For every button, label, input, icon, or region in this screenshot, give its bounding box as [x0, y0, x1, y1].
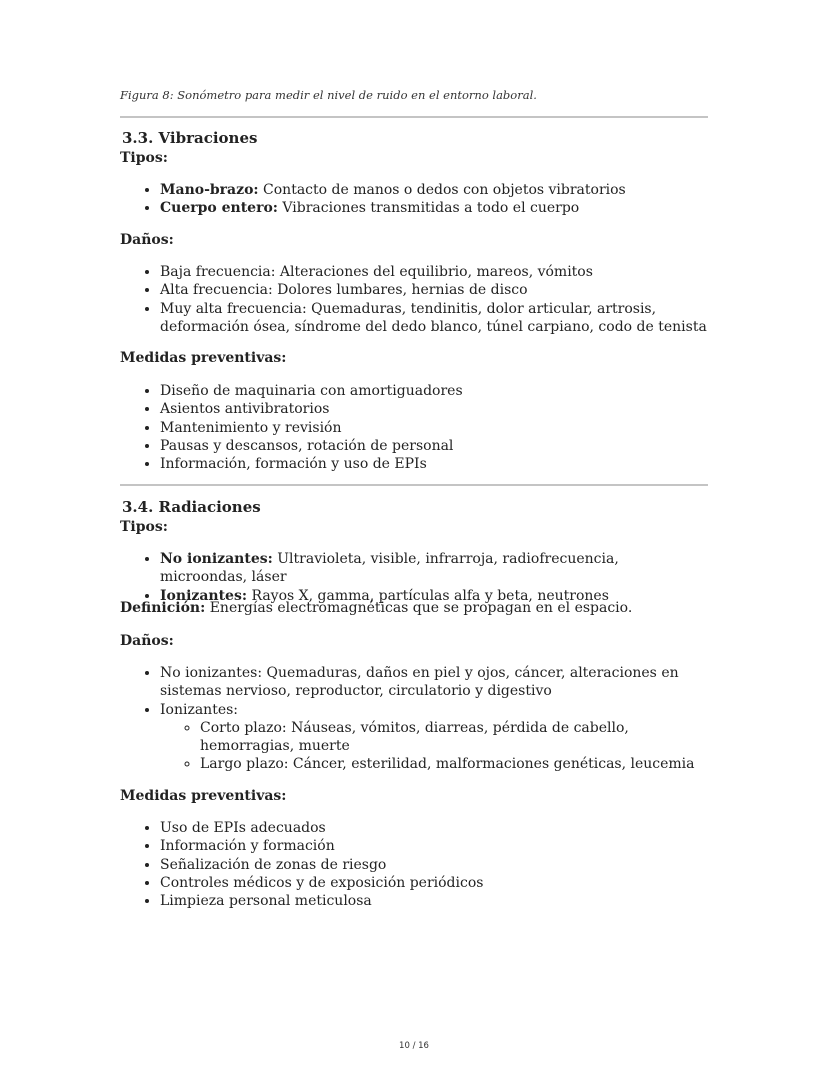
section-heading-radiaciones: 3.4. Radiaciones: [122, 498, 261, 516]
list-item: • No ionizantes: Quemaduras, daños en piel y ojos, cáncer, alteraciones en sistemas nervioso, reproductor, circulatorio y digestivo: [160, 664, 708, 701]
list-item: • Limpieza personal meticulosa: [160, 892, 708, 910]
list-item: • Diseño de maquinaria con amortiguadores: [160, 382, 708, 400]
list-item: ◦ Corto plazo: Náuseas, vómitos, diarreas, pérdida de cabello, hemorragias, muerte: [200, 719, 708, 756]
list-item: • Mano-brazo: Contacto de manos o dedos con objetos vibratorios: [160, 181, 708, 199]
medidas-label: Medidas preventivas:: [120, 350, 287, 366]
medidas-list: [120, 382, 708, 473]
list-item: • Cuerpo entero: Vibraciones transmitidas a todo el cuerpo: [160, 199, 708, 217]
list-item: • Señalización de zonas de riesgo: [160, 856, 708, 874]
list-item: • Asientos antivibratorios: [160, 400, 708, 418]
list-item: • Ionizantes: Rayos X, gamma, partículas alfa y beta, neutrones: [160, 587, 708, 605]
list-item: ◦ Largo plazo: Cáncer, esterilidad, malformaciones genéticas, leucemia: [200, 755, 708, 773]
section-heading-vibraciones: 3.3. Vibraciones: [122, 129, 258, 147]
tipos-label: Tipos:: [120, 519, 168, 535]
figure-caption: Figura 8: Sonómetro para medir el nivel de ruido en el entorno laboral.: [120, 88, 537, 102]
danos-label: Daños:: [120, 232, 174, 248]
list-item: • No ionizantes: Ultravioleta, visible, infrarroja, radiofrecuencia, microondas, láser: [160, 550, 708, 587]
sub-list: [160, 719, 708, 774]
medidas-label: Medidas preventivas:: [120, 788, 287, 804]
section-divider: [120, 116, 708, 118]
danos-label: Daños:: [120, 633, 174, 649]
list-item: • Mantenimiento y revisión: [160, 419, 708, 437]
tipos-list: [120, 550, 708, 605]
list-item: • Pausas y descansos, rotación de personal: [160, 437, 708, 455]
list-item: • Uso de EPIs adecuados: [160, 819, 708, 837]
section-divider: [120, 484, 708, 486]
list-item: • Controles médicos y de exposición periódicos: [160, 874, 708, 892]
list-item: • Baja frecuencia: Alteraciones del equilibrio, mareos, vómitos: [160, 263, 708, 281]
list-item: • Muy alta frecuencia: Quemaduras, tendinitis, dolor articular, artrosis, deformación ósea, síndrome del dedo blanco, túnel carpiano, codo de tenista: [160, 300, 708, 337]
page-number: 10 / 16: [399, 1041, 429, 1051]
medidas-list: [120, 819, 708, 910]
danos-list: [120, 664, 708, 774]
danos-list: [120, 263, 708, 336]
tipos-label: Tipos:: [120, 150, 168, 166]
list-item: • Ionizantes: ◦ Corto plazo: Náuseas, vómitos, diarreas, pérdida de cabello, hemorragias, muerte ◦ Largo plazo: Cáncer, esterilidad, malformaciones genéticas, leucemia: [160, 701, 708, 774]
tipos-list: [120, 181, 708, 218]
list-item: • Alta frecuencia: Dolores lumbares, hernias de disco: [160, 281, 708, 299]
definicion-paragraph: Definición: Energías electromagnéticas que se propagan en el espacio.: [120, 600, 633, 616]
list-item: • Información, formación y uso de EPIs: [160, 455, 708, 473]
list-item: • Información y formación: [160, 837, 708, 855]
